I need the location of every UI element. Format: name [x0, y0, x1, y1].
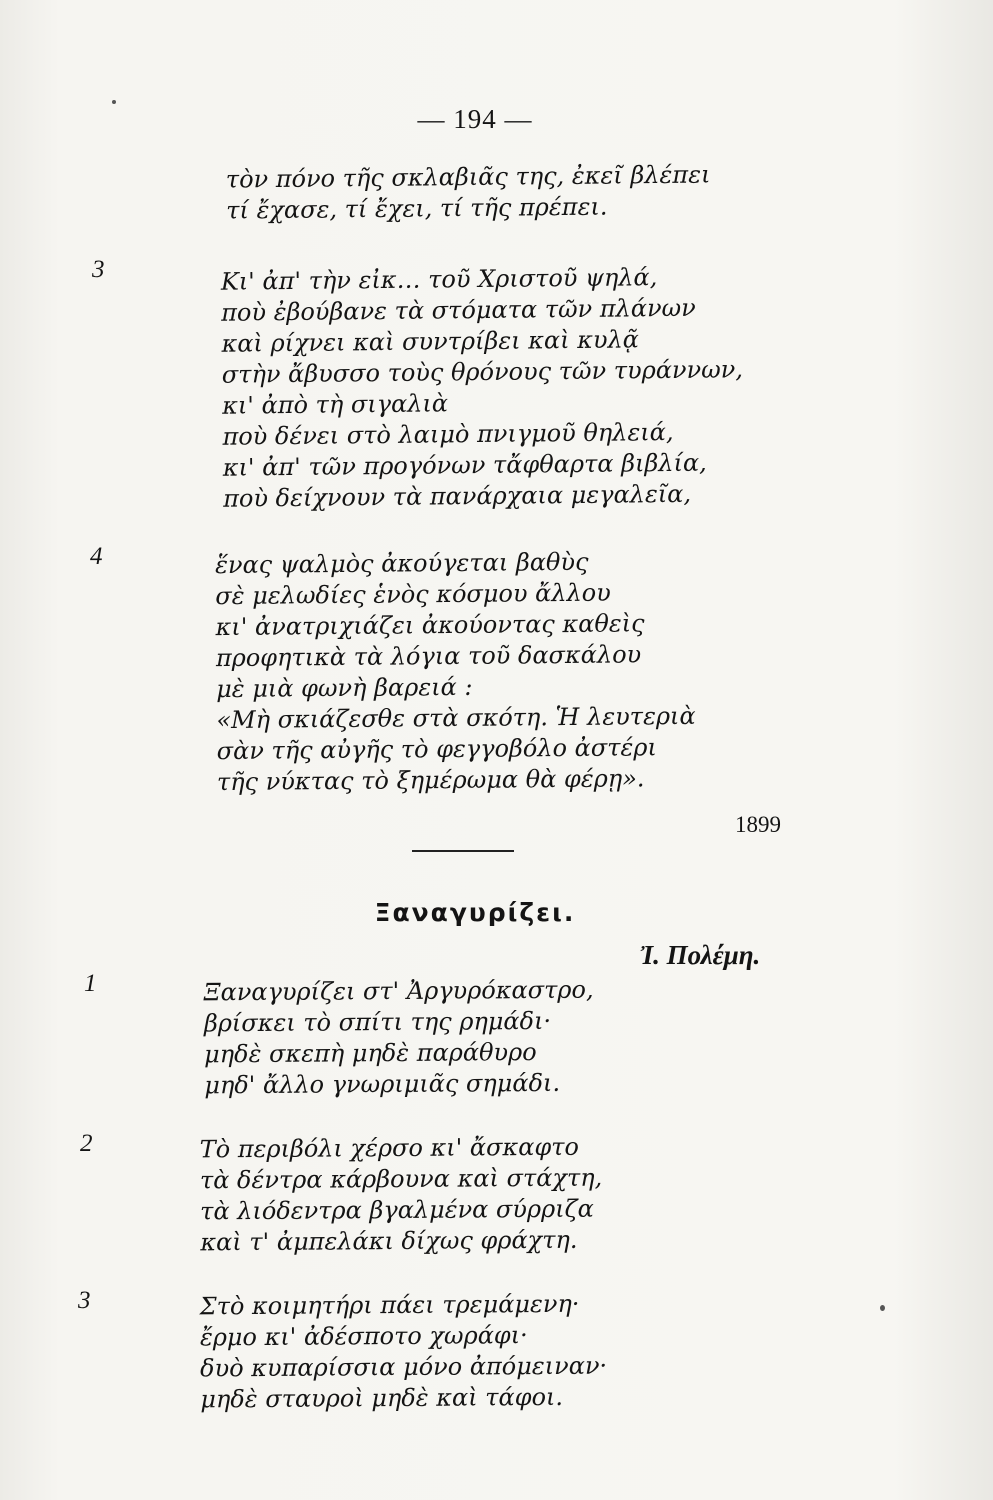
verse-line: τὰ λιόδεντρα βγαλμένα σύρριζα — [200, 1194, 594, 1226]
verse-line: βρίσκει τὸ σπίτι της ρημάδι· — [203, 1006, 552, 1038]
poem-title: Ξαναγυρίζει. — [374, 898, 576, 927]
scan-speck — [112, 100, 116, 104]
verse-line: τὰ δέντρα κάρβουνα καὶ στάχτη, — [199, 1163, 603, 1195]
verse-line: σὲ μελωδίες ἑνὸς κόσμου ἄλλου — [215, 578, 611, 611]
stanza-poem2-3 — [200, 1289, 608, 1416]
stanza-poem1-3 — [221, 261, 745, 514]
verse-line: μηδὲ σκεπὴ μηδὲ παράθυρο — [204, 1038, 537, 1069]
stanza-poem2-2 — [200, 1132, 603, 1259]
stanza-poem1-4 — [215, 546, 696, 798]
verse-line: ἔρμο κι' ἀδέσποτο χωράφι· — [199, 1321, 528, 1352]
scan-speck — [880, 1305, 885, 1311]
verse-line: μηδ' ἄλλο γνωριμιᾶς σημάδι. — [204, 1068, 561, 1100]
stanza-number: 1 — [84, 970, 97, 997]
verse-line: Τὸ περιβόλι χέρσο κι' ἄσκαφτο — [199, 1132, 580, 1164]
verse-line: μὲ μιὰ φωνὴ βαρειά : — [216, 672, 473, 704]
verse-line: κι' ἀπ' τῶν προγόνων τἄφθαρτα βιβλία, — [222, 448, 707, 482]
verse-line: τί ἔχασε, τί ἔχει, τί τῆς πρέπει. — [226, 192, 608, 225]
poem-year: 1899 — [735, 812, 781, 837]
page-number: — 194 — — [417, 104, 533, 134]
verse-line: δυὸ κυπαρίσσια μόνο ἀπόμειναν· — [200, 1351, 608, 1383]
verse-line: Στὸ κοιμητήρι πάει τρεμάμενη· — [199, 1289, 580, 1321]
verse-line: μηδὲ σταυροὶ μηδὲ καὶ τάφοι. — [200, 1382, 564, 1414]
verse-line: τὸν πόνο τῆς σκλαβιᾶς της, ἐκεῖ βλέπει — [225, 160, 711, 194]
stanza-number: 4 — [90, 543, 103, 570]
top-verse-lines — [226, 159, 711, 226]
verse-line: τῆς νύκτας τὸ ξημέρωμα θὰ φέρῃ». — [216, 764, 645, 797]
verse-line: κι' ἀνατριχιάζει ἀκούοντας καθεὶς — [215, 609, 645, 642]
verse-line: καὶ τ' ἀμπελάκι δίχως φράχτη. — [200, 1225, 578, 1257]
verse-line: κι' ἀπὸ τὴ σιγαλιὰ — [222, 389, 449, 420]
stanza-poem2-1 — [204, 975, 595, 1102]
verse-line: ποὺ δείχνουν τὰ πανάρχαια μεγαλεῖα, — [222, 479, 692, 513]
verse-line: ἕνας ψαλμὸς ἀκούγεται βαθὺς — [214, 547, 589, 580]
verse-line: Κι' ἀπ' τὴν εἰκ… τοῦ Χριστοῦ ψηλά, — [220, 263, 658, 296]
verse-line: ποὺ ἐβούβανε τὰ στόματα τῶν πλάνων — [221, 293, 696, 327]
poem-author: Ἰ. Πολέμη. — [640, 940, 761, 970]
verse-line: σὰν τῆς αὐγῆς τὸ φεγγοβόλο ἀστέρι — [216, 733, 657, 766]
verse-line: στὴν ἄβυσσο τοὺς θρόνους τῶν τυράννων, — [221, 355, 744, 389]
stanza-number: 3 — [78, 1287, 91, 1314]
verse-line: Ξαναγυρίζει στ' Ἀργυρόκαστρο, — [203, 975, 594, 1007]
section-divider — [412, 850, 514, 852]
stanza-number: 2 — [80, 1130, 93, 1157]
verse-line: προφητικὰ τὰ λόγια τοῦ δασκάλου — [215, 640, 642, 673]
stanza-number: 3 — [92, 256, 105, 283]
verse-line: ποὺ δένει στὸ λαιμὸ πνιγμοῦ θηλειά, — [222, 418, 674, 451]
verse-line: καὶ ρίχνει καὶ συντρίβει καὶ κυλᾷ — [221, 325, 640, 358]
verse-line: «Μὴ σκιάζεσθε στὰ σκότη. Ἡ λευτεριὰ — [216, 701, 696, 735]
